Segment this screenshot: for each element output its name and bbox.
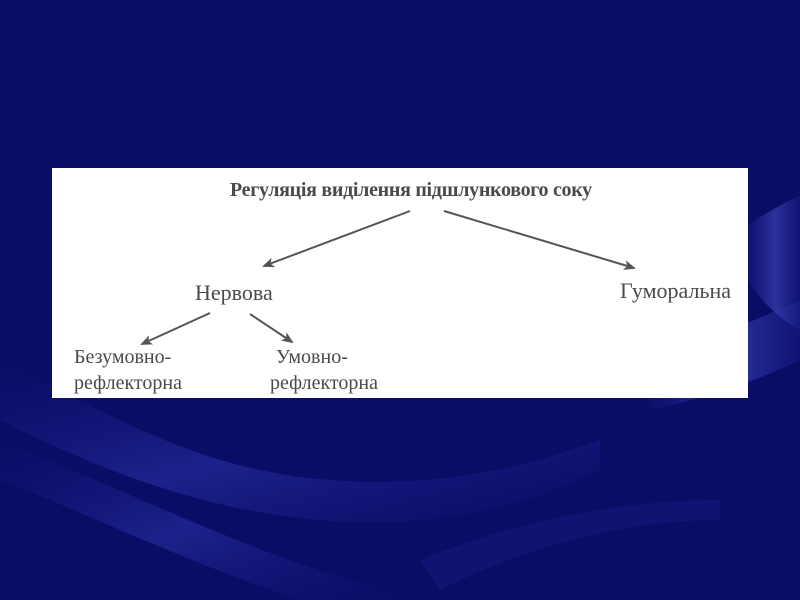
humoral-regulation-label: Гуморальна <box>620 278 732 303</box>
unconditioned-line-2: рефлекторна <box>74 372 182 394</box>
conditioned-reflex-label <box>270 344 378 396</box>
arrow-to-conditioned <box>250 314 292 342</box>
nervous-regulation-label: Нервова <box>195 280 273 305</box>
arrow-to-nervous <box>264 211 410 266</box>
arrow-to-humoral <box>444 211 634 268</box>
conditioned-line-2: рефлекторна <box>270 372 378 394</box>
arrow-to-unconditioned <box>142 313 210 344</box>
conditioned-line-1: Умовно- <box>276 346 348 368</box>
unconditioned-reflex-label <box>74 344 182 396</box>
diagram-panel <box>52 168 748 398</box>
diagram-root-label: Регуляція виділення підшлункового соку <box>230 179 592 201</box>
unconditioned-line-1: Безумовно- <box>74 346 172 368</box>
